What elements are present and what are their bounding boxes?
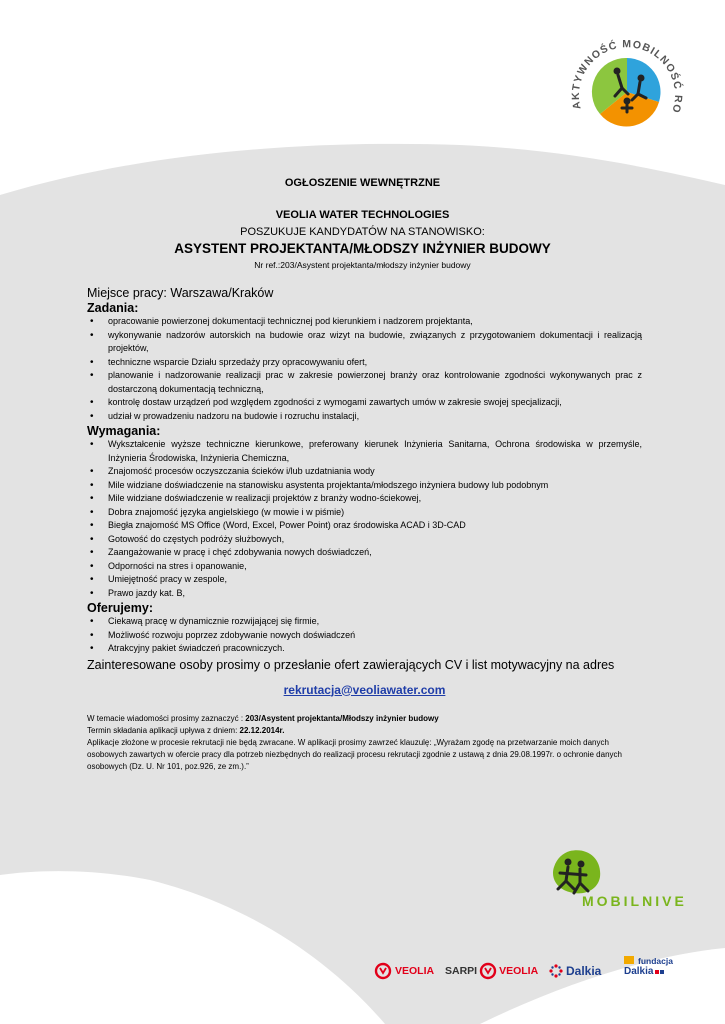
list-item-text: Wykształcenie wyższe techniczne kierunkowe, preferowany kierunek Inżynieria Sanitarna, Ochrona środowiska w przemyśle, Inżynieria Środowiska, Inżynieria Chemiczna, bbox=[108, 439, 642, 463]
list-item-text: techniczne wsparcie Działu sprzedaży przy opracowywaniu ofert, bbox=[108, 356, 368, 367]
company-name: VEOLIA WATER TECHNOLOGIES bbox=[275, 209, 450, 221]
sarpi-veolia-text: VEOLIA bbox=[499, 965, 539, 977]
list-item bbox=[87, 438, 642, 465]
application-notes bbox=[87, 713, 642, 773]
fundacja-accent-icon bbox=[624, 956, 634, 964]
list-item bbox=[87, 356, 642, 370]
email-link[interactable]: rekrutacja@veoliawater.com bbox=[283, 682, 446, 697]
dalkia-text: Dalkia bbox=[566, 964, 602, 978]
list-item-text: Znajomość procesów oczyszczania ścieków i/lub uzdatniania wody bbox=[108, 466, 375, 476]
sarpi-veolia-mark-icon bbox=[479, 962, 497, 980]
aktywnosc-badge bbox=[560, 20, 690, 150]
contact-text: Zainteresowane osoby prosimy o przesłanie ofert zawierających CV i list motywacyjny na adres bbox=[87, 657, 615, 672]
list-item bbox=[87, 573, 642, 587]
subject-value: 203/Asystent projektanta/Młodszy inżynier budowy bbox=[245, 713, 439, 723]
list-item bbox=[87, 587, 642, 601]
mobilnive-text: MOBILNIVE bbox=[582, 893, 687, 909]
svg-text:AKTYWNOŚĆ MOBILNOŚĆ ROZWÓJ: AKTYWNOŚĆ MOBILNOŚĆ RO bbox=[569, 38, 685, 116]
list-item-text: Umiejętność pracy w zespole, bbox=[108, 574, 228, 584]
list-item-text: udział w prowadzeniu nadzoru na budowie i rozruchu instalacji, bbox=[108, 410, 360, 421]
list-item bbox=[87, 465, 642, 479]
fundacja-dalkia-logo bbox=[624, 956, 684, 978]
list-item bbox=[87, 615, 642, 629]
tasks-list bbox=[87, 315, 642, 423]
dalkia-square-icon bbox=[655, 970, 659, 974]
deadline-note: Termin składania aplikacji upływa z dniem: bbox=[87, 725, 240, 735]
offer-heading: Oferujemy: bbox=[87, 601, 153, 615]
requirements-heading: Wymagania: bbox=[87, 424, 161, 438]
offer-list bbox=[87, 615, 642, 656]
list-item bbox=[87, 492, 642, 506]
list-item-text: planowanie i nadzorowanie realizacji prac w zakresie powierzonej branży oraz kontrolowanie zgodności wykonywanych prac z dostarczoną dokumentacją techniczną, bbox=[108, 370, 642, 394]
veolia-mark-icon bbox=[374, 962, 392, 980]
subtitle: POSZUKUJE KANDYDATÓW NA STANOWISKO: bbox=[240, 226, 485, 238]
list-item-text: Prawo jazdy kat. B, bbox=[108, 587, 186, 598]
list-item-text: Atrakcyjny pakiet świadczeń pracowniczych. bbox=[108, 643, 285, 653]
list-item-text: Gotowość do częstych podróży służbowych, bbox=[108, 533, 285, 544]
list-item bbox=[87, 642, 642, 656]
position-title: ASYSTENT PROJEKTANTA/MŁODSZY INŻYNIER BUDOWY bbox=[174, 241, 551, 256]
tasks-heading: Zadania: bbox=[87, 301, 139, 315]
list-item bbox=[87, 479, 642, 493]
list-item bbox=[87, 546, 642, 560]
list-item-text: kontrolę dostaw urządzeń pod względem zgodności z wymogami zawartych umów w zakresie swojej specjalizacji, bbox=[108, 397, 562, 407]
list-item-text: Zaangażowanie w pracę i chęć zdobywania nowych doświadczeń, bbox=[108, 547, 372, 557]
list-item-text: Odporności na stres i opanowanie, bbox=[108, 560, 247, 571]
list-item bbox=[87, 533, 642, 547]
mobilnive-logo bbox=[540, 845, 690, 917]
veolia-logo bbox=[374, 960, 434, 982]
list-item bbox=[87, 519, 642, 533]
subject-note: W temacie wiadomości prosimy zaznaczyć : bbox=[87, 713, 246, 723]
list-item-text: Mile widziane doświadczenie na stanowisku asystenta projektanta/młodszego inżyniera budowy lub podobnym bbox=[108, 479, 549, 490]
list-item bbox=[87, 410, 642, 424]
list-item bbox=[87, 629, 642, 643]
reference-number: Nr ref.:203/Asystent projektanta/młodszy inżynier budowy bbox=[254, 260, 471, 270]
fundacja-text: fundacja bbox=[638, 956, 673, 966]
dalkia-square-icon bbox=[660, 970, 664, 974]
dalkia-logo bbox=[548, 960, 601, 982]
fundacja-dalkia-text: Dalkia bbox=[624, 966, 654, 977]
list-item-text: opracowanie powierzonej dokumentacji technicznej pod kierunkiem i nadzorem projektanta, bbox=[108, 316, 473, 326]
list-item bbox=[87, 315, 642, 329]
requirements-list bbox=[87, 438, 642, 600]
deadline-value: 22.12.2014r. bbox=[239, 725, 285, 735]
list-item-text: Mile widziane doświadczenie w realizacji projektów z branży wodno-ściekowej, bbox=[108, 493, 422, 503]
gdpr-clause: Aplikacje złożone w procesie rekrutacji nie będą zwracane. W aplikacji prosimy zawrzeć klauzulę: „Wyrażam zgodę na przetwarzanie moich danych osobowych zawartych w ofercie pracy dla potrzeb niezbędnych do realizacji procesu rekrutacji zgodnie z ustawą z dnia 29.08.1997r. o ochronie danych osobowych (Dz. U. Nr 101, poz.926, ze zm.).” bbox=[87, 737, 622, 771]
sarpi-veolia-logo bbox=[445, 960, 538, 982]
work-location: Miejsce pracy: Warszawa/Kraków bbox=[87, 286, 274, 300]
dalkia-mark-icon bbox=[548, 963, 564, 979]
job-body bbox=[87, 286, 642, 773]
list-item bbox=[87, 506, 642, 520]
list-item-text: wykonywanie nadzorów autorskich na budowie oraz wizyt na budowie, związanych z przygotowaniem dokumentacji i realizacją projektów, bbox=[108, 329, 642, 353]
list-item-text: Możliwość rozwoju poprzez zdobywanie nowych doświadczeń bbox=[108, 629, 356, 640]
list-item-text: Dobra znajomość języka angielskiego (w mowie i w piśmie) bbox=[108, 506, 345, 517]
list-item bbox=[87, 560, 642, 574]
list-item bbox=[87, 369, 642, 396]
list-item-text: Ciekawą pracę w dynamicznie rozwijającej się firmie, bbox=[108, 616, 320, 626]
list-item-text: Biegła znajomość MS Office (Word, Excel, Power Point) oraz środowiska ACAD i 3D-CAD bbox=[108, 520, 466, 530]
list-item bbox=[87, 396, 642, 410]
list-item bbox=[87, 329, 642, 356]
sarpi-text: SARPI bbox=[445, 965, 478, 977]
notice-title: OGŁOSZENIE WEWNĘTRZNE bbox=[284, 177, 441, 189]
veolia-text: VEOLIA bbox=[395, 965, 435, 977]
